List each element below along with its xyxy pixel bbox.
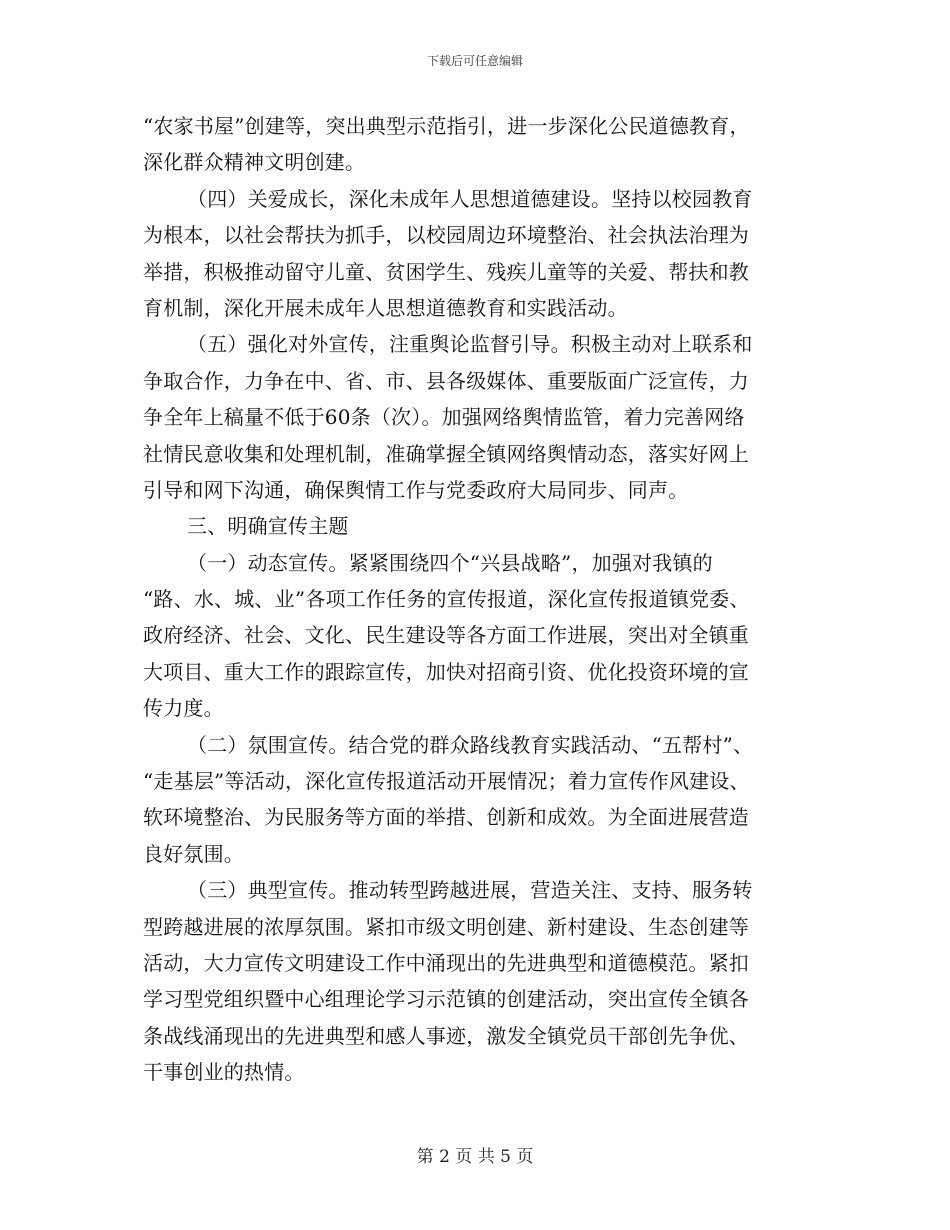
text-line: 条战线涌现出的先进典型和感人事迹，激发全镇党员干部创先争优、 (143, 1023, 749, 1048)
text-line: 举措，积极推动留守儿童、贫困学生、残疾儿童等的关爱、帮扶和教 (143, 259, 749, 284)
text-line: （三）典型宣传。推动转型跨越进展，营造关注、支持、服务转 (187, 878, 753, 903)
text-line: 干事创业的热情。 (143, 1060, 305, 1085)
text-line: “走基层”等活动，深化宣传报道活动开展情况；着力宣传作风建设、 (143, 769, 750, 794)
text-line: 引导和网下沟通，确保舆情工作与党委政府大局同步、同声。 (143, 477, 689, 502)
text-line: 争全年上稿量不低于60条（次）。加强网络舆情监管，着力完善网络 (143, 405, 745, 430)
text-line: 学习型党组织暨中心组理论学习示范镇的创建活动，突出宣传全镇各 (143, 987, 749, 1012)
text-line: 深化群众精神文明创建。 (143, 150, 366, 175)
text-line: （五）强化对外宣传，注重舆论监督引导。积极主动对上联系和 (187, 332, 753, 357)
page-number-footer: 第 2 页 共 5 页 (416, 1147, 534, 1167)
text-line: 活动，大力宣传文明建设工作中涌现出的先进典型和道德模范。紧扣 (143, 950, 749, 975)
text-line: （四）关爱成长，深化未成年人思想道德建设。坚持以校园教育 (187, 186, 753, 211)
text-line: 良好氛围。 (143, 841, 244, 866)
section-heading: 三、明确宣传主题 (187, 514, 349, 539)
text-line: 传力度。 (143, 696, 224, 721)
text-line: 育机制，深化开展未成年人思想道德教育和实践活动。 (143, 295, 628, 320)
text-line: （一）动态宣传。紧紧围绕四个“兴县战略”，加强对我镇的 (187, 550, 713, 575)
text-line: “农家书屋”创建等，突出典型示范指引，进一步深化公民道德教育， (143, 114, 750, 138)
text-line: 政府经济、社会、文化、民生建设等各方面工作进展，突出对全镇重 (143, 623, 749, 648)
text-line: 社情民意收集和处理机制，准确掌握全镇网络舆情动态，落实好网上 (143, 441, 749, 466)
text-line: 为根本，以社会帮扶为抓手，以校园周边环境整治、社会执法治理为 (143, 223, 749, 248)
page-header: 下载后可任意编辑 (426, 54, 523, 68)
text-line: 大项目、重大工作的跟踪宣传，加快对招商引资、优化投资环境的宣 (143, 659, 749, 684)
text-line: （二）氛围宣传。结合党的群众路线教育实践活动、“五帮村”、 (187, 732, 754, 757)
document-body (143, 108, 813, 1091)
text-line: 争取合作，力争在中、省、市、县各级媒体、重要版面广泛宣传，力 (143, 368, 749, 393)
text-line: “路、水、城、业”各项工作任务的宣传报道，深化宣传报道镇党委、 (143, 587, 750, 612)
text-line: 型跨越进展的浓厚氛围。紧扣市级文明创建、新村建设、生态创建等 (143, 914, 749, 939)
text-line: 软环境整治、为民服务等方面的举措、创新和成效。为全面进展营造 (143, 805, 749, 830)
